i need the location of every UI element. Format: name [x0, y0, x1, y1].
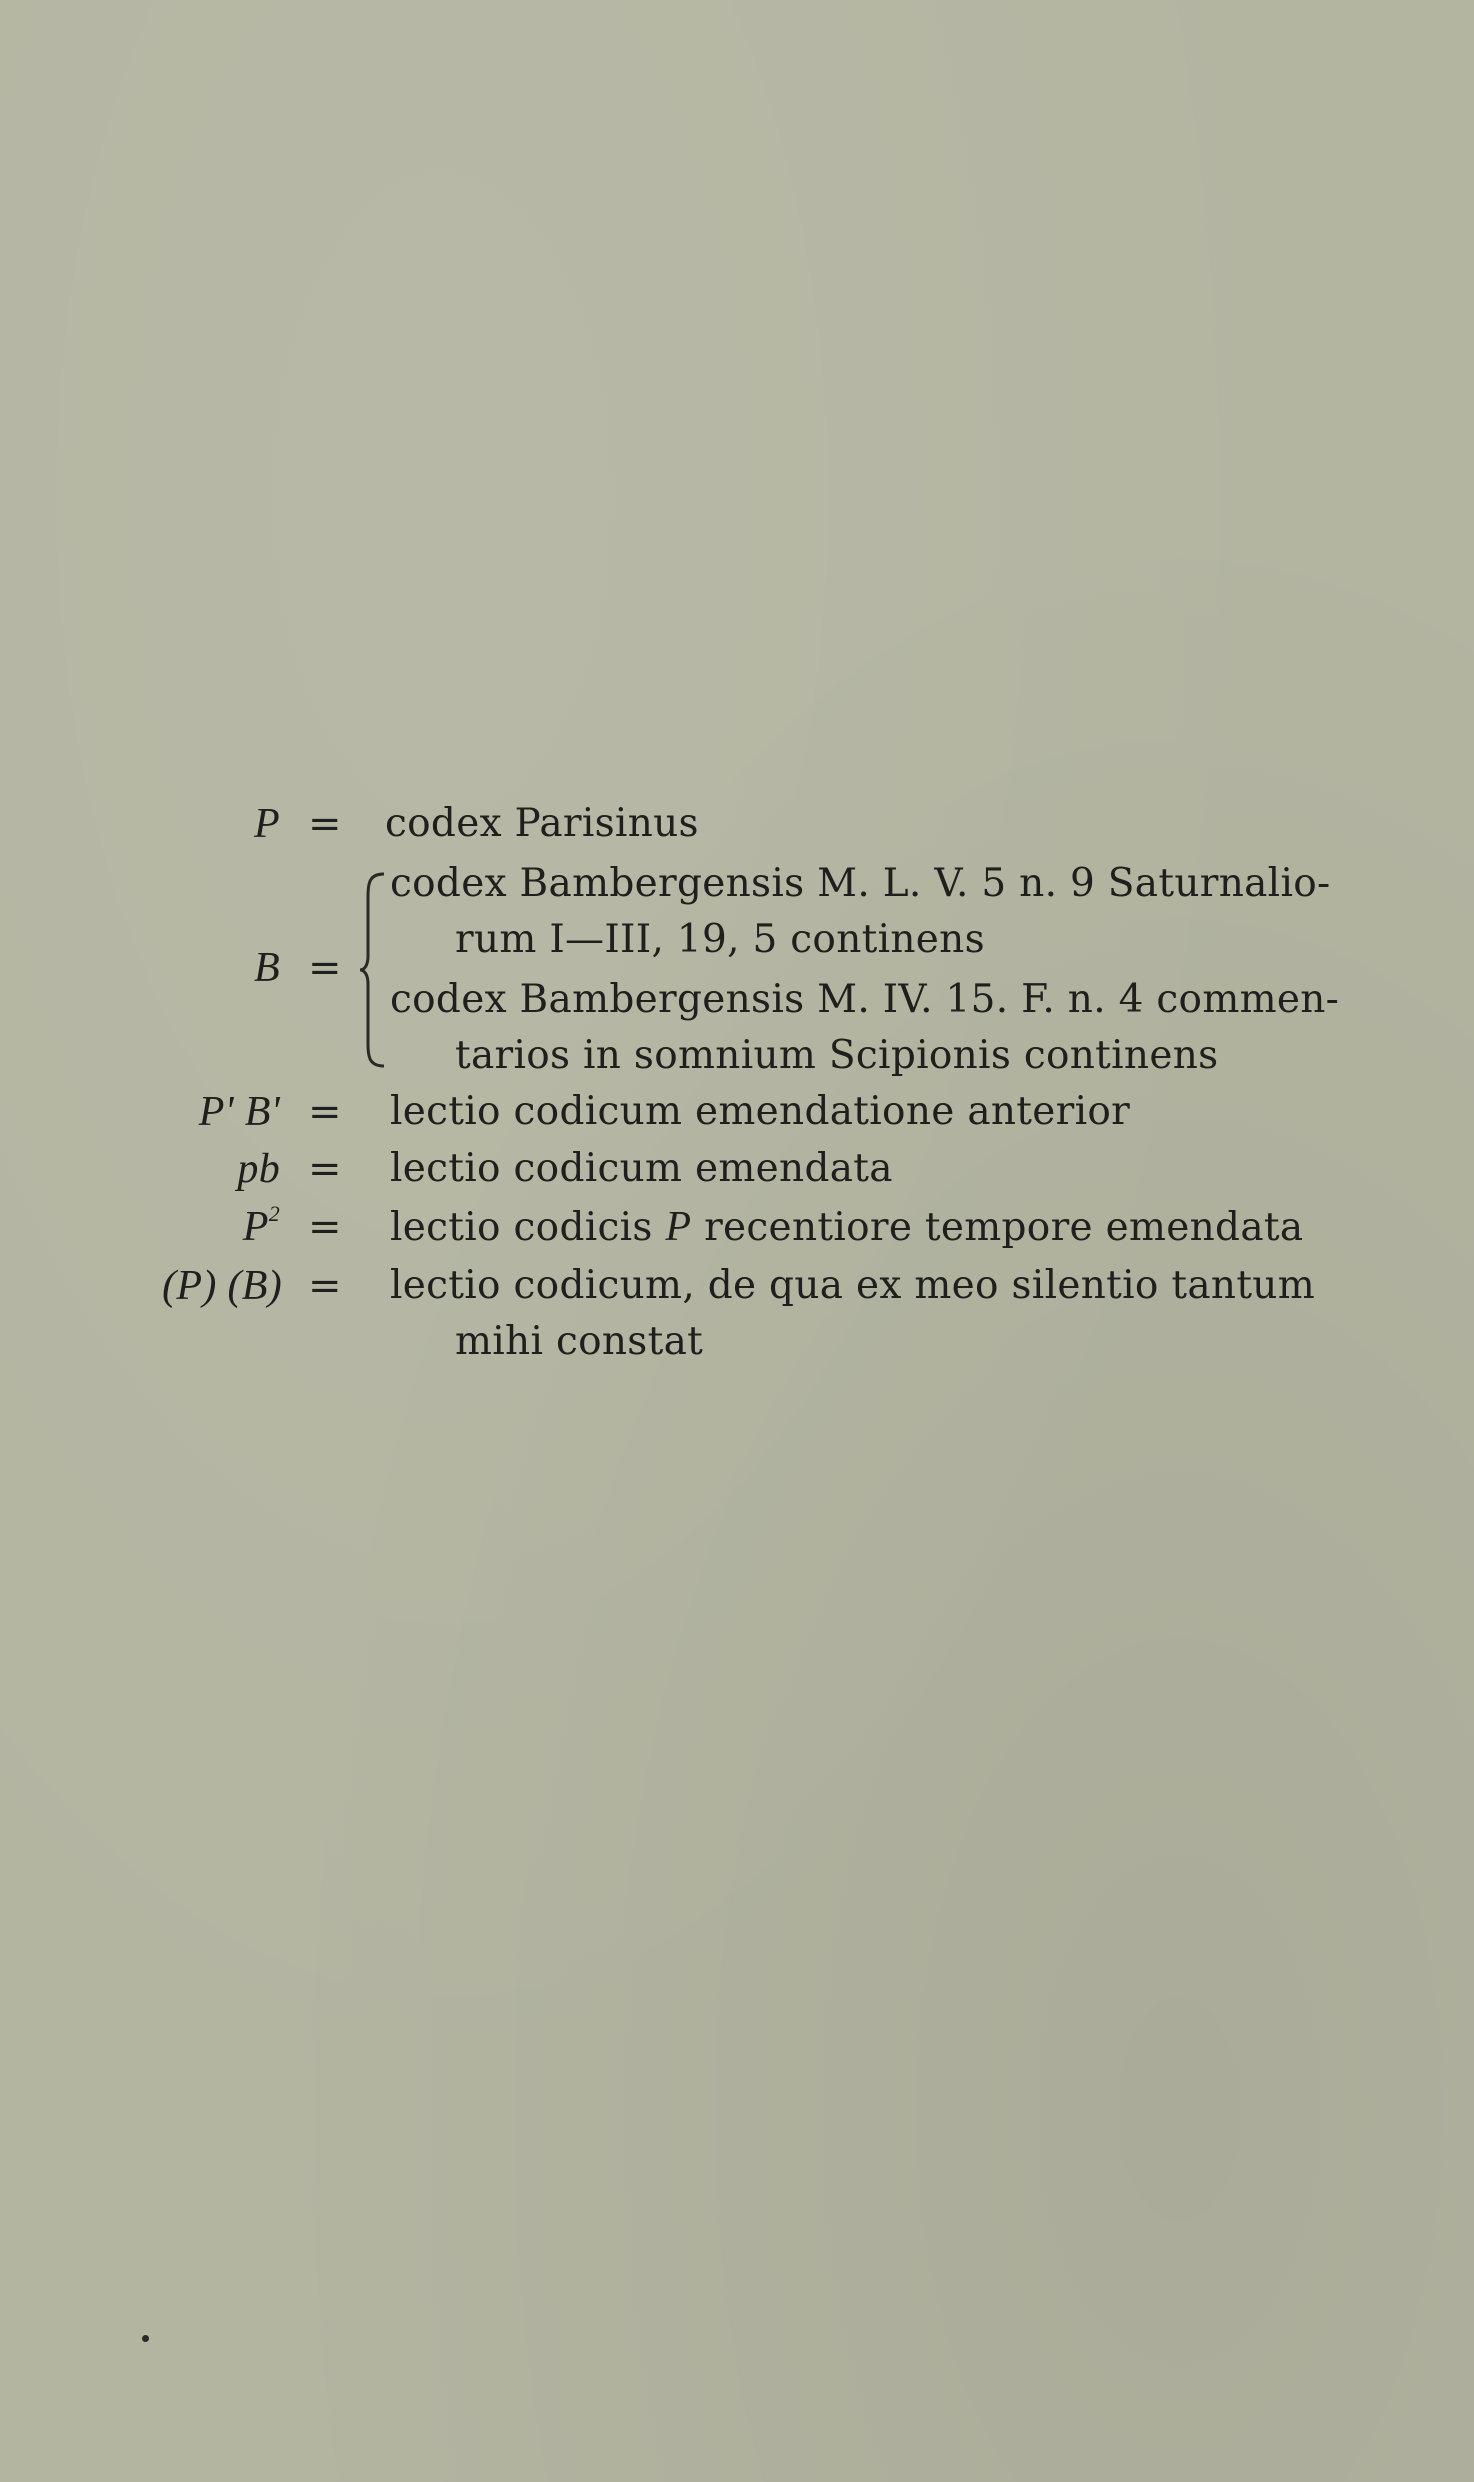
definition-parenthesized-line-2: mihi constat [455, 1319, 704, 1364]
definition-pb: lectio codicum emendata [390, 1146, 893, 1191]
symbol-p2 [180, 1203, 280, 1251]
definition-p2 [390, 1203, 1303, 1252]
equals-sign: = [308, 1263, 342, 1309]
equals-sign: = [308, 1089, 342, 1135]
symbol-p2-letter: P [242, 1204, 269, 1250]
curly-brace-icon [358, 872, 388, 1068]
equals-sign: = [308, 945, 342, 991]
definition-parenthesized-line-1: lectio codicum, de qua ex meo silentio tantum [390, 1263, 1315, 1308]
equals-sign: = [308, 1204, 342, 1250]
symbol-p-prime-b-prime: P' B' [198, 1089, 280, 1135]
definition-b-line-2: rum I—III, 19, 5 continens [455, 917, 985, 962]
definition-p2-post: recentiore tempore emendata [704, 1205, 1304, 1250]
symbol-b: B [254, 945, 280, 991]
symbol-pb: pb [237, 1146, 280, 1192]
equals-sign: = [308, 801, 342, 847]
symbol-parenthesized: (P) (B) [162, 1263, 282, 1309]
equals-sign: = [308, 1146, 342, 1192]
ink-speck [142, 2335, 149, 2342]
definition-b-line-1: codex Bambergensis M. L. V. 5 n. 9 Saturnalio- [390, 861, 1331, 906]
definition-p-prime-b-prime: lectio codicum emendatione anterior [390, 1089, 1131, 1134]
definition-b-line-3: codex Bambergensis M. IV. 15. F. n. 4 commen- [390, 977, 1340, 1022]
definition-b-line-4: tarios in somnium Scipionis continens [455, 1033, 1219, 1078]
definition-p2-symbol: P [665, 1204, 692, 1250]
symbol-p2-superscript: 2 [268, 1201, 280, 1226]
symbol-p: P [254, 801, 280, 847]
definition-p2-pre: lectio codicis [390, 1205, 653, 1250]
definition-p: codex Parisinus [385, 801, 699, 846]
